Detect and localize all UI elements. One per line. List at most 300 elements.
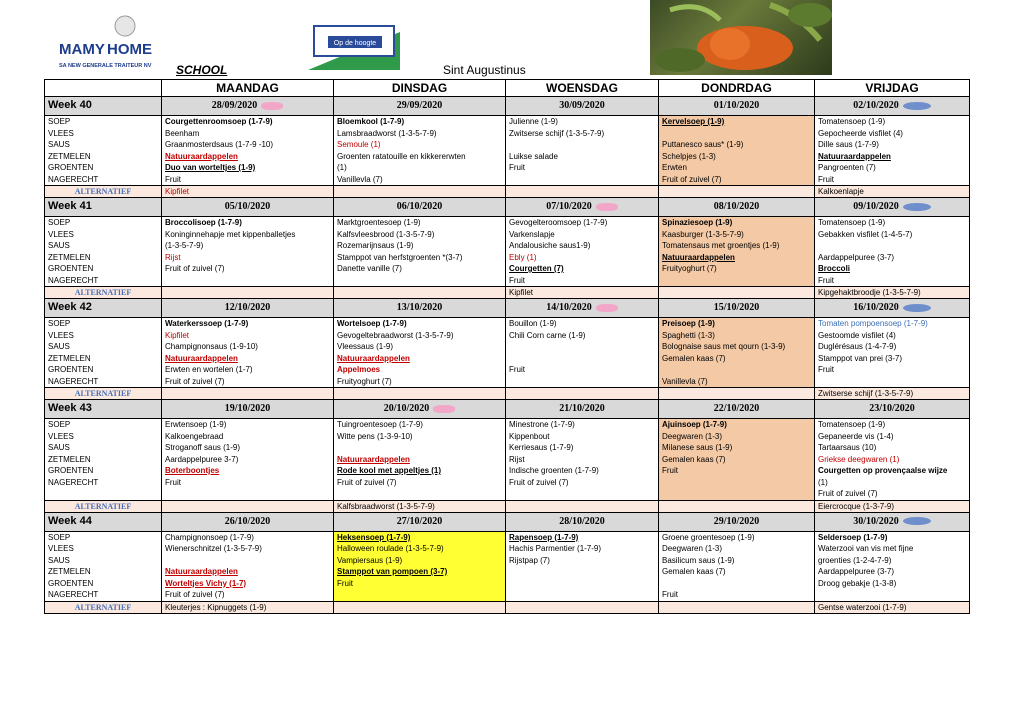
date-text: 27/10/2020	[396, 515, 443, 527]
menu-item: Marktgroentesoep (1-9)	[337, 218, 421, 227]
menu-item: Tomaten pompoensoep (1-7-9)	[818, 319, 928, 328]
date-cell	[162, 299, 334, 318]
menu-item: Fruit	[509, 275, 525, 285]
menu-item: Bloemkool (1-7-9)	[337, 117, 405, 126]
menu-item: Griekse deegwaren (1)	[818, 454, 900, 464]
date-cell	[659, 400, 815, 419]
menu-cell	[815, 217, 970, 287]
alternatief-row	[45, 388, 970, 400]
menu-item: Natuuraardappelen	[165, 567, 238, 576]
menu-item: Fruit of zuivel (7)	[509, 477, 569, 487]
menu-item: Stamppot van pompoen (3-7)	[337, 567, 448, 576]
day-header-row	[45, 80, 970, 97]
category-label: ZETMELEN	[48, 353, 91, 363]
menu-item: Preisoep (1-9)	[662, 319, 715, 328]
menu-item	[337, 275, 502, 287]
week-label: Week 44	[45, 512, 162, 531]
alternatief-label: ALTERNATIEF	[45, 388, 162, 400]
menu-item: Indische groenten (1-7-9)	[509, 466, 599, 475]
menu-item: Waterzooi van vis met fijne	[818, 544, 914, 553]
menu-item: Gemalen kaas (7)	[662, 567, 726, 576]
menu-item: Fruit of zuivel (7)	[662, 174, 722, 184]
category-label: GROENTEN	[48, 163, 94, 172]
menu-item: Heksensoep (1-7-9)	[337, 532, 411, 542]
category-label: GROENTEN	[48, 578, 94, 588]
menu-item: Courgettenroomsoep (1-7-9)	[165, 117, 273, 126]
menu-item	[337, 442, 502, 454]
category-labels	[45, 318, 162, 388]
day-header: MAANDAG	[162, 80, 334, 97]
category-label: GROENTEN	[48, 264, 94, 273]
day-header: DONDRDAG	[659, 80, 815, 97]
pig-icon	[261, 102, 283, 110]
category-label: ZETMELEN	[48, 151, 91, 161]
menu-item	[662, 364, 811, 376]
category-label: GROENTEN	[48, 365, 94, 374]
menu-item: Wortelsoep (1-7-9)	[337, 319, 407, 328]
menu-item	[509, 376, 655, 388]
week-label: Week 43	[45, 400, 162, 419]
menu-item: Kalfsvleesbrood (1-3-5-7-9)	[337, 229, 435, 239]
menu-item: Chili Corn carne (1-9)	[509, 330, 586, 340]
menu-item: Kervelsoep (1-9)	[662, 117, 725, 126]
date-text: 28/10/2020	[559, 515, 605, 527]
alternatief-cell	[162, 500, 334, 512]
date-cell	[815, 400, 970, 419]
svg-text:SA NEW GENERALE TRAITEUR NV: SA NEW GENERALE TRAITEUR NV	[59, 63, 152, 69]
alternatief-cell	[334, 601, 506, 613]
alternatief-label: ALTERNATIEF	[45, 500, 162, 512]
menu-item: Wienerschnitzel (1-3-5-7-9)	[165, 544, 262, 553]
date-text: 15/10/2020	[713, 302, 760, 314]
menu-item: Natuuraardappelen	[165, 151, 238, 161]
menu-cell	[659, 217, 815, 287]
category-label: SOEP	[48, 218, 71, 227]
category-labels	[45, 116, 162, 186]
menu-item: Gemalen kaas (7)	[662, 353, 726, 363]
category-label: SOEP	[48, 319, 71, 328]
menu-item: Vleessaus (1-9)	[337, 342, 394, 351]
menu-row	[45, 217, 970, 287]
menu-item	[662, 275, 811, 287]
menu-item: Spinaziesoep (1-9)	[662, 218, 733, 227]
pig-icon	[596, 304, 618, 312]
alternatief-cell	[659, 500, 815, 512]
date-cell	[506, 97, 659, 116]
menu-item: Vanillevla (7)	[337, 174, 383, 184]
alternatief-cell	[334, 287, 506, 299]
alternatief-cell	[659, 601, 815, 613]
menu-row	[45, 419, 970, 501]
menu-item	[818, 240, 966, 252]
date-text: 14/10/2020	[546, 302, 592, 314]
menu-item: Fruit	[662, 466, 678, 475]
pumpkin-photo	[650, 0, 832, 75]
category-label: NAGERECHT	[48, 376, 99, 386]
menu-item: Gevogeltebraadworst (1-3-5-7-9)	[337, 330, 454, 340]
menu-item: Halloween roulade (1-3-5-7-9)	[337, 544, 444, 553]
menu-item: Courgetten (7)	[509, 264, 564, 273]
alternatief-cell	[659, 186, 815, 198]
menu-item: Lamsbraadworst (1-3-5-7-9)	[337, 128, 437, 138]
menu-item: Bouillon (1-9)	[509, 319, 557, 328]
menu-item: Julienne (1-9)	[509, 117, 558, 126]
menu-cell	[815, 419, 970, 501]
alternatief-cell	[506, 186, 659, 198]
menu-cell	[334, 116, 506, 186]
date-text: 13/10/2020	[396, 302, 443, 314]
menu-cell	[162, 318, 334, 388]
day-header: DINSDAG	[334, 80, 506, 97]
menu-cell	[659, 531, 815, 601]
menu-item: Kippenbout	[509, 431, 550, 441]
category-labels	[45, 531, 162, 601]
menu-item: Natuuraardappelen	[337, 353, 410, 363]
op-de-hoogte-logo	[308, 22, 400, 72]
site-title: Sint Augustinus	[443, 63, 526, 77]
alternatief-cell: Eiercrocque (1-3-7-9)	[815, 500, 970, 512]
alternatief-row	[45, 287, 970, 299]
menu-cell	[334, 217, 506, 287]
menu-cell	[162, 217, 334, 287]
menu-item: Aardappelpuree (3-7)	[818, 252, 895, 262]
category-label: SOEP	[48, 420, 71, 429]
date-text: 05/10/2020	[224, 201, 271, 213]
menu-item: Witte pens (1-3-9-10)	[337, 431, 413, 441]
menu-item: Varkenslapje	[509, 229, 555, 239]
date-cell	[659, 299, 815, 318]
date-text: 28/09/2020	[211, 100, 258, 112]
pig-icon	[596, 203, 618, 211]
menu-item	[509, 589, 655, 601]
menu-item: Gebakken visfilet (1-4-5-7)	[818, 229, 913, 239]
menu-item: Vampiersaus (1-9)	[337, 555, 403, 565]
date-text: 07/10/2020	[546, 201, 592, 213]
date-text: 12/10/2020	[224, 302, 271, 314]
menu-item	[509, 578, 655, 590]
week-header-row	[45, 400, 970, 419]
menu-item: (1)	[337, 163, 347, 172]
svg-text:MAMY: MAMY	[59, 41, 105, 58]
date-text: 23/10/2020	[869, 403, 915, 415]
menu-item: Tomatensoep (1-9)	[818, 420, 886, 429]
menu-item: Gepaneerde vis (1-4)	[818, 431, 894, 441]
date-text: 22/10/2020	[713, 403, 760, 415]
menu-item: Erwtensoep (1-9)	[165, 420, 227, 429]
date-cell	[334, 512, 506, 531]
menu-item	[662, 578, 811, 590]
week-label: Week 41	[45, 198, 162, 217]
menu-item: Rapensoep (1-7-9)	[509, 532, 579, 542]
week-header-row	[45, 97, 970, 116]
alternatief-cell: Kipfilet	[506, 287, 659, 299]
menu-item	[509, 353, 655, 365]
menu-item: Rozemarijnsaus (1-9)	[337, 241, 414, 250]
alternatief-cell	[334, 186, 506, 198]
week-header-row	[45, 299, 970, 318]
alternatief-cell	[334, 388, 506, 400]
menu-item: Milanese saus (1-9)	[662, 443, 733, 452]
menu-item: Andalousiche saus1-9)	[509, 241, 591, 250]
menu-item	[662, 128, 811, 140]
menu-item: Broccoli	[818, 264, 851, 273]
category-label: SOEP	[48, 532, 71, 542]
menu-item: Fruit of zuivel (7)	[337, 477, 397, 487]
alternatief-cell	[506, 388, 659, 400]
date-cell	[334, 198, 506, 217]
menu-item: Kerriesaus (1-7-9)	[509, 443, 574, 452]
menu-item: Worteltjes Vichy (1-7)	[165, 578, 247, 588]
menu-item: Fruityoghurt (7)	[337, 376, 392, 386]
menu-item: Champignonsaus (1-9-10)	[165, 342, 258, 351]
date-text: 09/10/2020	[853, 201, 899, 213]
school-title: SCHOOL	[176, 63, 228, 77]
alternatief-cell: Zwitserse schijf (1-3-5-7-9)	[815, 388, 970, 400]
menu-item: Rijst	[165, 252, 181, 262]
menu-cell	[506, 531, 659, 601]
alternatief-cell	[659, 287, 815, 299]
menu-item: Spaghetti (1-3)	[662, 330, 715, 340]
menu-item: Groene groentesoep (1-9)	[662, 532, 755, 542]
date-cell	[506, 400, 659, 419]
category-label: VLEES	[48, 431, 74, 441]
day-header: WOENSDAG	[506, 80, 659, 97]
menu-cell	[334, 318, 506, 388]
menu-item: Duglérésaus (1-4-7-9)	[818, 342, 897, 351]
menu-row	[45, 531, 970, 601]
alternatief-row	[45, 186, 970, 198]
category-labels	[45, 217, 162, 287]
menu-cell	[162, 419, 334, 501]
menu-item: Stroganoff saus (1-9)	[165, 443, 241, 452]
alternatief-cell	[659, 388, 815, 400]
menu-item	[337, 589, 502, 601]
menu-item: Fruit	[165, 477, 181, 487]
menu-cell	[162, 531, 334, 601]
menu-item: Danette vanille (7)	[337, 264, 402, 273]
menu-item	[509, 174, 655, 186]
menu-item: Rijstpap (7)	[509, 555, 550, 565]
menu-item: Gestoomde visfilet (4)	[818, 330, 896, 340]
date-cell	[334, 97, 506, 116]
date-text: 02/10/2020	[853, 100, 899, 112]
date-text: 30/10/2020	[853, 515, 899, 527]
menu-cell	[506, 217, 659, 287]
menu-item: Luikse salade	[509, 151, 558, 161]
date-cell	[162, 198, 334, 217]
menu-item: Puttanesco saus* (1-9)	[662, 140, 744, 149]
date-cell	[162, 97, 334, 116]
alternatief-cell: Kalkoenlapje	[815, 186, 970, 198]
category-label: ZETMELEN	[48, 454, 91, 464]
menu-item: Duo van worteltjes (1-9)	[165, 163, 256, 172]
alternatief-cell: Kipgehaktbroodje (1-3-5-7-9)	[815, 287, 970, 299]
day-header: VRIJDAG	[815, 80, 970, 97]
menu-cell	[659, 318, 815, 388]
category-label: VLEES	[48, 128, 74, 138]
menu-item: Zwitserse schijf (1-3-5-7-9)	[509, 128, 605, 138]
date-text: 26/10/2020	[224, 515, 271, 527]
menu-item: (1-3-5-7-9)	[165, 241, 204, 250]
menu-cell	[506, 116, 659, 186]
category-label: NAGERECHT	[48, 275, 99, 285]
date-cell	[506, 299, 659, 318]
date-text: 01/10/2020	[713, 100, 760, 112]
category-label: SAUS	[48, 241, 70, 250]
date-cell	[334, 299, 506, 318]
menu-cell	[815, 531, 970, 601]
date-text: 21/10/2020	[559, 403, 605, 415]
menu-item: Gepocheerde visfilet (4)	[818, 128, 903, 138]
menu-item: Schelpjes (1-3)	[662, 151, 716, 161]
corner-cell	[45, 80, 162, 97]
menu-item: Hachis Parmentier (1-7-9)	[509, 544, 602, 553]
alternatief-cell	[506, 601, 659, 613]
alternatief-row	[45, 601, 970, 613]
menu-item: Fruit	[818, 275, 834, 285]
alternatief-cell: Kalfsbraadworst (1-3-5-7-9)	[334, 500, 506, 512]
category-label: ZETMELEN	[48, 567, 91, 576]
menu-item: Fruit of zuivel (7)	[165, 264, 225, 273]
category-label: SAUS	[48, 443, 70, 452]
category-label: VLEES	[48, 330, 74, 340]
menu-item: Waterkerssoep (1-7-9)	[165, 319, 249, 328]
alternatief-row	[45, 500, 970, 512]
menu-item	[165, 275, 330, 287]
date-cell	[815, 299, 970, 318]
fish-icon	[903, 203, 931, 211]
date-cell	[815, 97, 970, 116]
menu-item	[165, 555, 330, 567]
week-header-row	[45, 198, 970, 217]
menu-item: Tomatensaus met groentjes (1-9)	[662, 241, 780, 250]
menu-item: Tartaarsaus (10)	[818, 443, 877, 452]
menu-cell	[506, 419, 659, 501]
week-label: Week 42	[45, 299, 162, 318]
menu-item: Natuuraardappelen	[818, 151, 891, 161]
menu-item: Kaasburger (1-3-5-7-9)	[662, 229, 744, 239]
menu-item: Koninginnehapje met kippenballetjes	[165, 229, 296, 239]
pig-icon	[433, 405, 455, 413]
svg-text:HOME: HOME	[107, 41, 152, 58]
menu-item: Tomatensoep (1-9)	[818, 117, 886, 126]
menu-item: Rijst	[509, 454, 525, 464]
menu-item: Champignonsoep (1-7-9)	[165, 532, 254, 542]
date-text: 30/09/2020	[559, 100, 605, 112]
menu-item: Stamppot van herfstgroenten *(3-7)	[337, 252, 463, 262]
menu-item: Erwten	[662, 163, 687, 172]
category-label: VLEES	[48, 229, 74, 239]
menu-item: Appelmoes	[337, 365, 381, 374]
menu-item: Graanmosterdsaus (1-7-9 -10)	[165, 140, 274, 149]
menu-cell	[815, 318, 970, 388]
menu-item: Tuingroentesoep (1-7-9)	[337, 420, 423, 429]
menu-cell	[162, 116, 334, 186]
menu-cell	[334, 531, 506, 601]
date-text: 16/10/2020	[853, 302, 899, 314]
menu-item: Fruit of zuivel (7)	[165, 590, 225, 599]
menu-item	[662, 477, 811, 489]
menu-item: Boterboontjes	[165, 466, 220, 475]
menu-item: Vanillevla (7)	[662, 376, 708, 386]
menu-item: Groenten ratatouille en kikkererwten	[337, 151, 466, 161]
menu-item: Bolognaise saus met qourn (1-3-9)	[662, 342, 786, 351]
date-cell	[659, 97, 815, 116]
category-labels	[45, 419, 162, 501]
menu-item: Natuuraardappelen	[165, 353, 238, 363]
menu-item: Stamppot van prei (3-7)	[818, 353, 903, 363]
category-label: NAGERECHT	[48, 590, 99, 599]
week-header-row	[45, 512, 970, 531]
menu-table	[44, 79, 970, 614]
mamy-home-logo	[55, 12, 165, 74]
category-label: ZETMELEN	[48, 252, 91, 262]
alternatief-label: ALTERNATIEF	[45, 601, 162, 613]
fish-icon	[903, 517, 931, 525]
menu-item	[509, 139, 655, 151]
category-label: NAGERECHT	[48, 174, 99, 184]
menu-item: Fruit	[509, 163, 525, 172]
menu-item: Droog gebakje (1-3-8)	[818, 578, 897, 588]
menu-cell	[506, 318, 659, 388]
menu-item	[509, 566, 655, 578]
alternatief-cell: Gentse waterzooi (1-7-9)	[815, 601, 970, 613]
menu-item: Fruit of zuivel (7)	[818, 489, 878, 498]
menu-item: Natuuraardappelen	[662, 252, 735, 262]
menu-item: groenties (1-2-4-7-9)	[818, 555, 892, 565]
menu-row	[45, 116, 970, 186]
date-cell	[506, 198, 659, 217]
menu-item: Rode kool met appeltjes (1)	[337, 466, 442, 475]
menu-item: Courgetten op provençaalse wijze	[818, 466, 948, 475]
menu-item: Deegwaren (1-3)	[662, 431, 723, 441]
menu-item: Seldersoep (1-7-9)	[818, 532, 888, 542]
menu-item: Fruit	[662, 590, 678, 599]
menu-item: Gemalen kaas (7)	[662, 454, 726, 464]
category-label: NAGERECHT	[48, 477, 99, 487]
category-label: GROENTEN	[48, 466, 94, 475]
menu-item: Erwten en wortelen (1-7)	[165, 365, 253, 374]
category-label: VLEES	[48, 544, 74, 553]
menu-item: Tomatensoep (1-9)	[818, 218, 886, 227]
menu-item: (1)	[818, 477, 828, 487]
menu-item: Fruit	[509, 365, 525, 374]
menu-item: Fruit	[337, 578, 353, 588]
menu-item: Pangroenten (7)	[818, 163, 876, 172]
date-cell	[334, 400, 506, 419]
date-text: 08/10/2020	[713, 201, 760, 213]
menu-item: Natuuraardappelen	[337, 454, 410, 464]
date-cell	[162, 512, 334, 531]
date-cell	[506, 512, 659, 531]
menu-cell	[659, 116, 815, 186]
menu-cell	[815, 116, 970, 186]
category-label: SOEP	[48, 117, 71, 126]
menu-item: Kalkoengebraad	[165, 431, 224, 441]
date-cell	[815, 198, 970, 217]
menu-cell	[659, 419, 815, 501]
menu-item	[509, 341, 655, 353]
alternatief-label: ALTERNATIEF	[45, 186, 162, 198]
date-text: 19/10/2020	[224, 403, 271, 415]
menu-item: Ebly (1)	[509, 252, 537, 262]
menu-item	[818, 589, 966, 601]
category-label: SAUS	[48, 140, 70, 149]
menu-item: Minestrone (1-7-9)	[509, 420, 575, 429]
category-label: SAUS	[48, 342, 70, 351]
menu-cell	[334, 419, 506, 501]
menu-item: Ajuinsoep (1-7-9)	[662, 420, 727, 429]
